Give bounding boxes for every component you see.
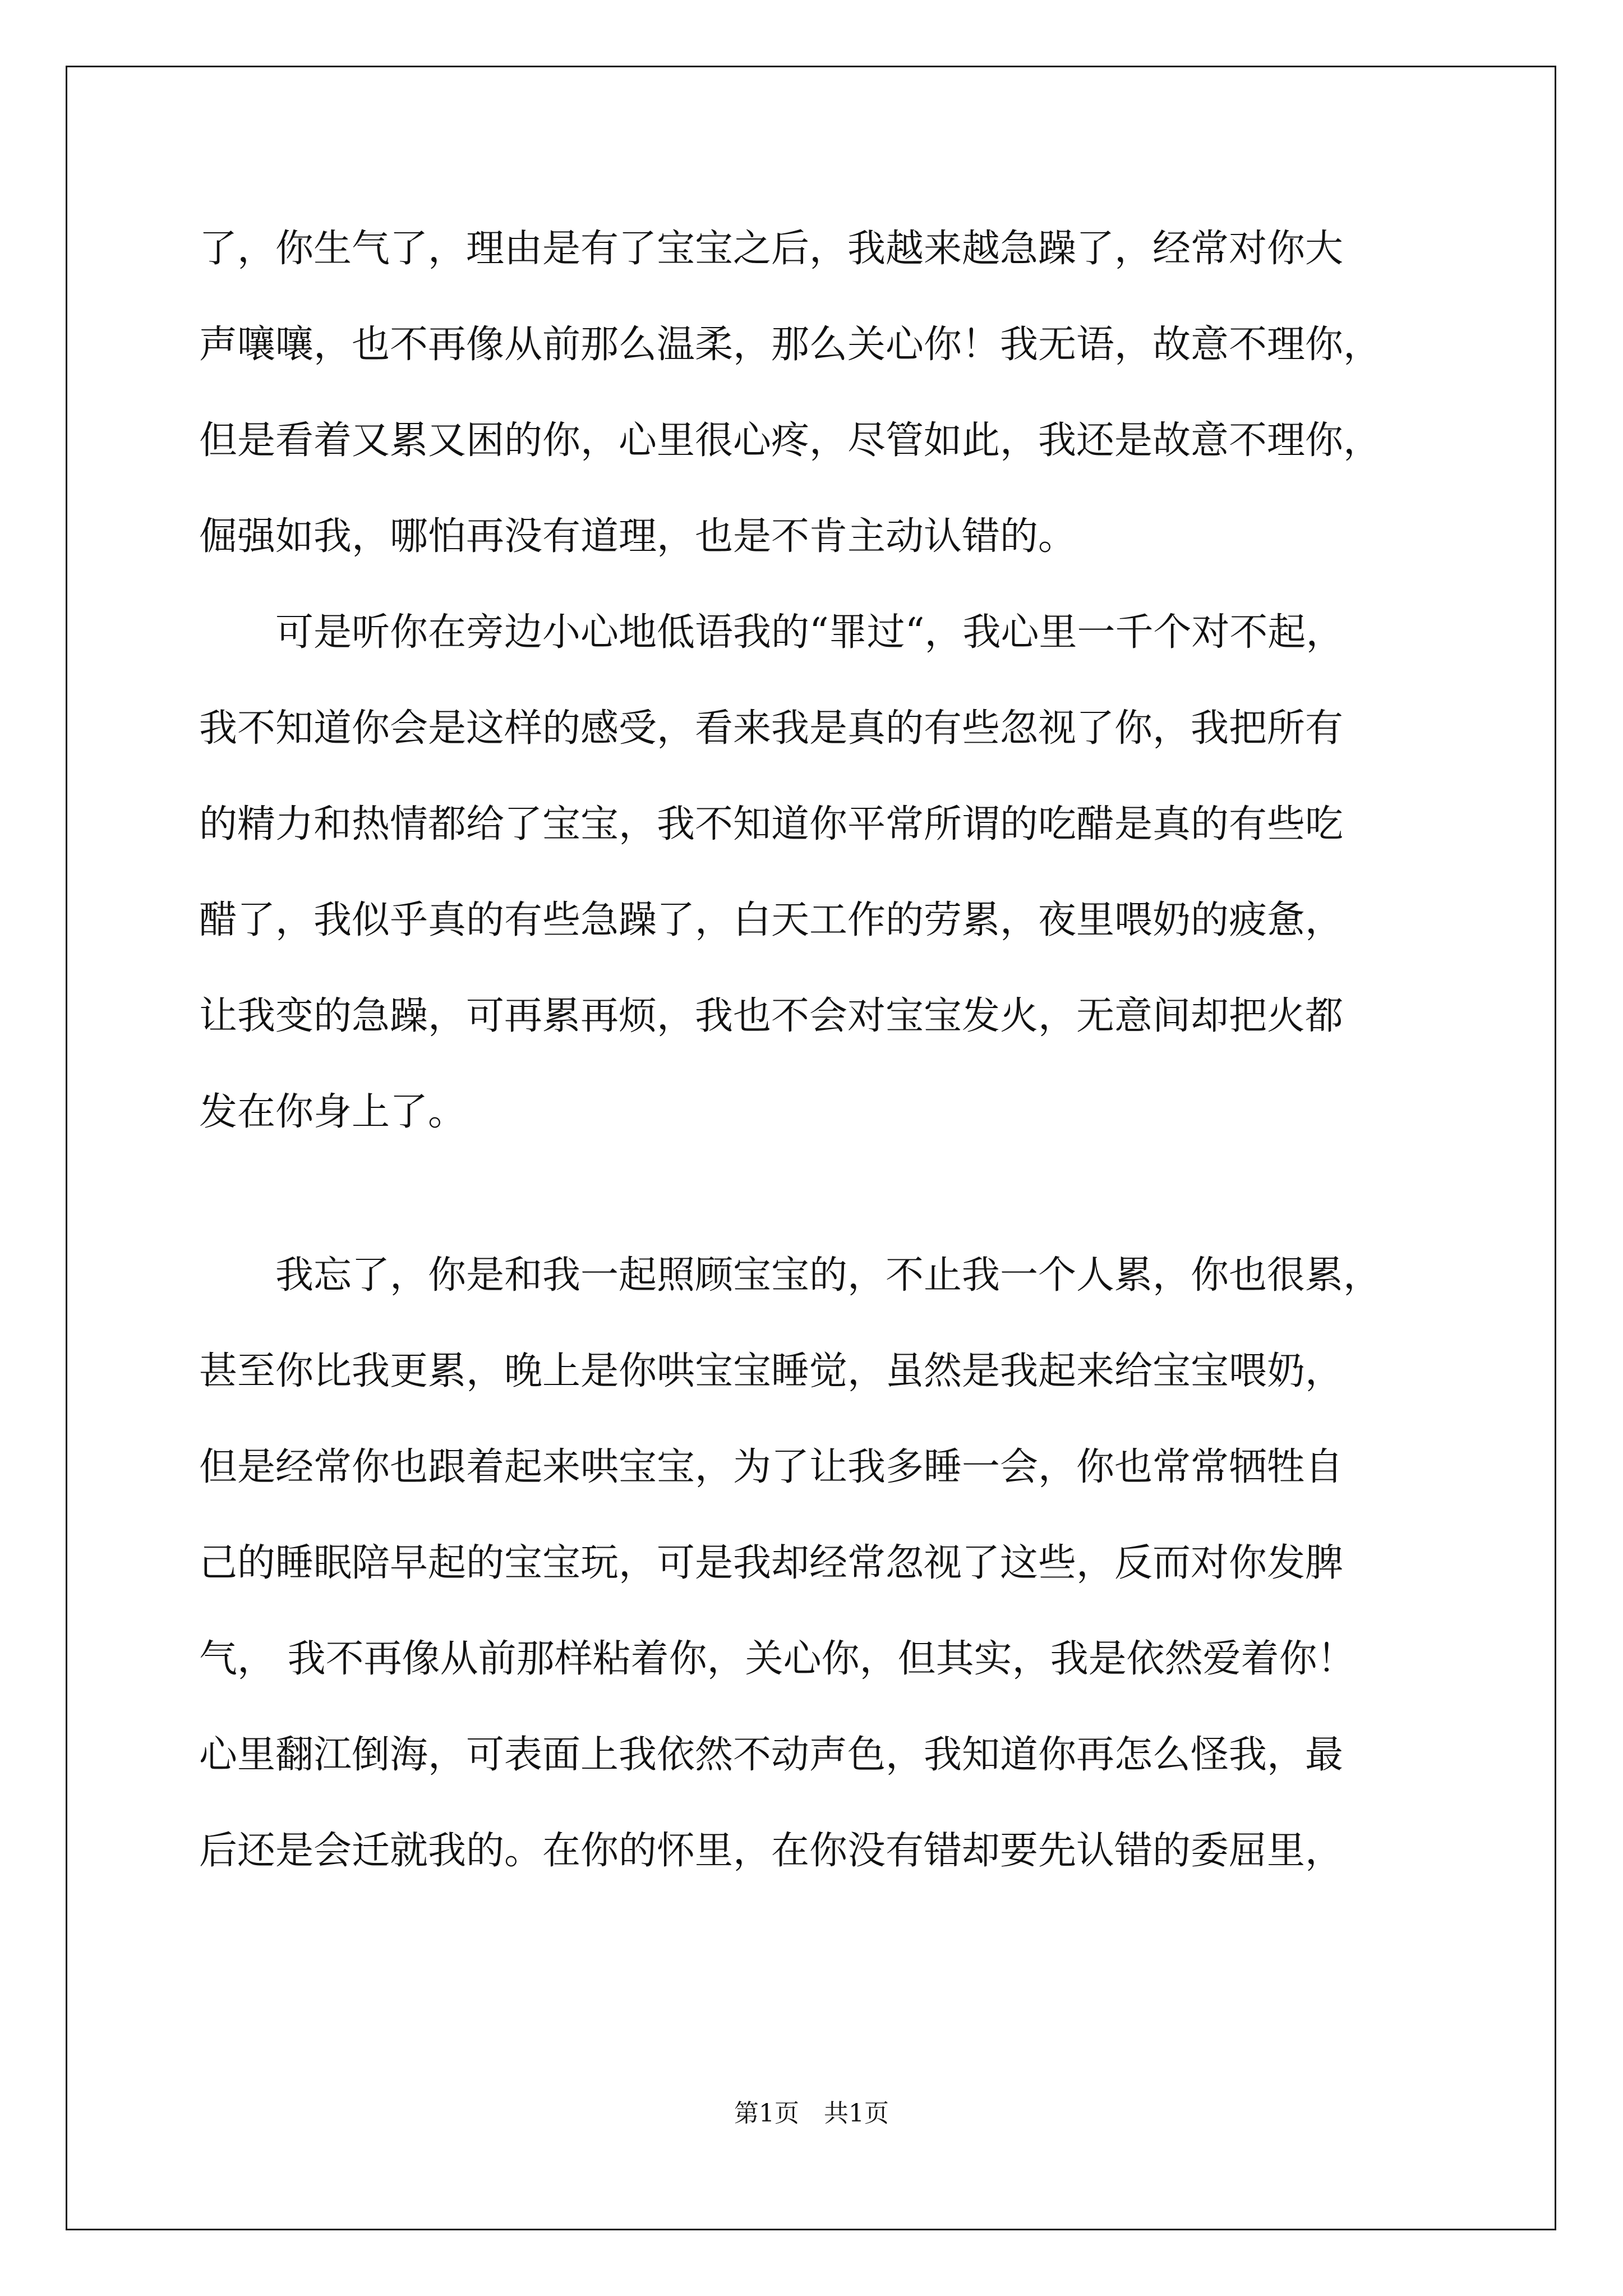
- text-line: 气， 我不再像从前那样粘着你，关心你，但其实，我是依然爱着你！: [199, 1637, 1355, 1681]
- text-line: 后还是会迁就我的。在你的怀里，在你没有错却要先认错的委屈里，: [199, 1829, 1344, 1873]
- text-line: 倔强如我，哪怕再没有道理，也是不肯主动认错的。: [199, 514, 1077, 559]
- text-line: 我忘了，你是和我一起照顾宝宝的，不止我一个人累，你也很累，: [199, 1253, 1382, 1297]
- text-line: 己的睡眠陪早起的宝宝玩，可是我却经常忽视了这些，反而对你发脾: [199, 1541, 1344, 1585]
- page-footer: 第1页 共1页: [734, 2099, 889, 2128]
- text-line: 甚至你比我更累，晚上是你哄宝宝睡觉，虽然是我起来给宝宝喂奶，: [199, 1349, 1344, 1393]
- text-line: 了，你生气了，理由是有了宝宝之后，我越来越急躁了，经常对你大: [199, 227, 1344, 271]
- page-border: [66, 66, 1556, 2230]
- text-line: 声嚷嚷，也不再像从前那么温柔，那么关心你！我无语，故意不理你，: [199, 323, 1382, 367]
- text-line: 心里翻江倒海，可表面上我依然不动声色，我知道你再怎么怪我，最: [199, 1733, 1344, 1777]
- text-line: 发在你身上了。: [199, 1090, 467, 1134]
- text-line: 我不知道你会是这样的感受，看来我是真的有些忽视了你，我把所有: [199, 706, 1344, 751]
- text-line: 但是经常你也跟着起来哄宝宝，为了让我多睡一会，你也常常牺牲自: [199, 1445, 1344, 1489]
- text-line: 的精力和热情都给了宝宝，我不知道你平常所谓的吃醋是真的有些吃: [199, 802, 1344, 846]
- text-line: 可是听你在旁边小心地低语我的“罪过“，我心里一千个对不起，: [199, 610, 1344, 655]
- text-line: 醋了，我似乎真的有些急躁了，白天工作的劳累，夜里喂奶的疲惫，: [199, 898, 1344, 942]
- text-line: 但是看着又累又困的你，心里很心疼，尽管如此，我还是故意不理你，: [199, 418, 1382, 463]
- text-line: 让我变的急躁，可再累再烦，我也不会对宝宝发火，无意间却把火都: [199, 994, 1344, 1038]
